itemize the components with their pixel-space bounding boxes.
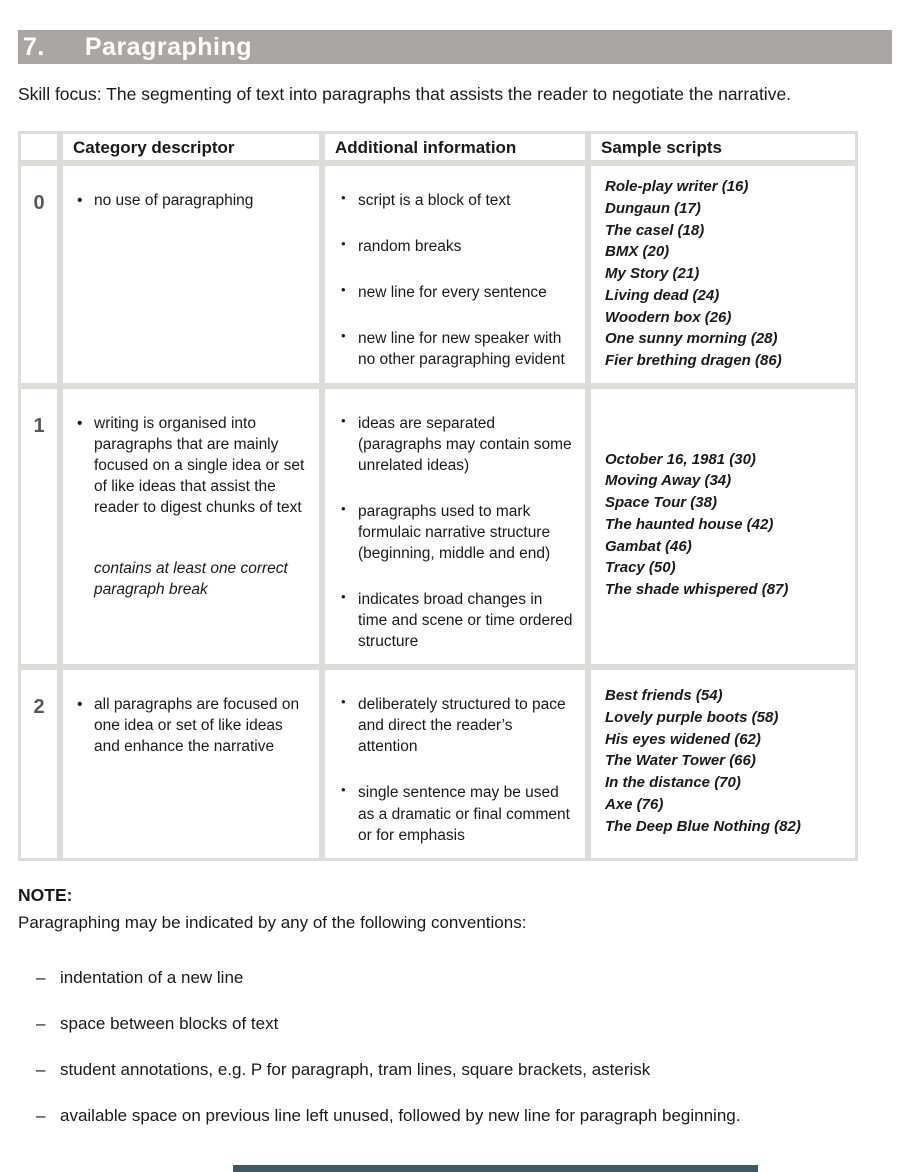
sample-scripts-cell-0 xyxy=(591,166,855,382)
note-item: – student annotations, e.g. P for paragraph, tram lines, square brackets, asterisk xyxy=(18,1059,892,1081)
sample-script-item: Living dead (24) xyxy=(605,286,720,304)
sample-script-item: Gambat (46) xyxy=(605,537,692,555)
sample-scripts-list xyxy=(605,176,845,372)
sample-script-item: Moving Away (34) xyxy=(605,472,732,490)
note-list xyxy=(18,967,892,1127)
footer-bar xyxy=(233,1165,758,1172)
category-descriptor-list xyxy=(77,190,307,211)
sample-script-item: Lovely purple boots (58) xyxy=(605,708,779,726)
score-value: 1 xyxy=(33,414,45,437)
column-header-sample-scripts: Sample scripts xyxy=(591,134,855,160)
note-section xyxy=(18,885,892,1128)
sample-script-item: Axe (76) xyxy=(605,795,664,813)
additional-bullet-item: • random breaks xyxy=(339,236,573,257)
sample-script-item: BMX (20) xyxy=(605,243,670,261)
additional-bullet-item: • single sentence may be used as a dramatic or final comment or for emphasis xyxy=(339,782,573,845)
sample-scripts-list xyxy=(605,449,845,601)
section-number: 7. xyxy=(23,32,45,61)
section-title-bar xyxy=(18,30,892,64)
additional-information-list xyxy=(339,190,573,370)
sample-script-item: In the distance (70) xyxy=(605,774,741,792)
category-bullet-item: • no use of paragraphing xyxy=(77,190,307,211)
sample-scripts-cell-2 xyxy=(591,670,855,857)
category-descriptor-cell-1 xyxy=(63,389,319,665)
note-item: – available space on previous line left unused, followed by new line for paragraph beginning. xyxy=(18,1105,892,1127)
score-cell-0 xyxy=(21,166,57,382)
category-descriptor-cell-2 xyxy=(63,670,319,857)
additional-bullet-item: • ideas are separated (paragraphs may contain some unrelated ideas) xyxy=(339,413,573,476)
additional-bullet-item: • new line for new speaker with no other paragraphing evident xyxy=(339,328,573,370)
corner-cell xyxy=(21,134,57,160)
sample-script-item: October 16, 1981 (30) xyxy=(605,450,756,468)
additional-bullet-item: • indicates broad changes in time and scene or time ordered structure xyxy=(339,589,573,652)
rubric-table xyxy=(18,131,858,861)
sample-script-item: The Deep Blue Nothing (82) xyxy=(605,817,801,835)
category-bullet-item: • all paragraphs are focused on one idea or set of like ideas and enhance the narrative xyxy=(77,694,307,757)
note-item: – space between blocks of text xyxy=(18,1013,892,1035)
sample-script-item: Space Tour (38) xyxy=(605,494,717,512)
score-cell-2 xyxy=(21,670,57,857)
sample-script-item: My Story (21) xyxy=(605,265,700,283)
sample-script-item: One sunny morning (28) xyxy=(605,330,778,348)
note-intro: Paragraphing may be indicated by any of the following conventions: xyxy=(18,912,527,932)
column-header-category-descriptor: Category descriptor xyxy=(63,134,319,160)
sample-script-item: Woodern box (26) xyxy=(605,308,732,326)
note-heading: NOTE: xyxy=(18,884,73,905)
additional-information-cell-1 xyxy=(325,389,585,665)
sample-script-item: The shade whispered (87) xyxy=(605,581,789,599)
additional-information-list xyxy=(339,694,573,845)
page-title: Paragraphing xyxy=(84,32,253,61)
sample-script-item: Best friends (54) xyxy=(605,687,723,705)
sample-script-item: Role-play writer (16) xyxy=(605,178,749,196)
sample-script-item: Fier brething dragen (86) xyxy=(605,352,782,370)
category-bullet-item: • writing is organised into paragraphs that are mainly focused on a single idea or set of like ideas that assist the reader to digest chunks of text xyxy=(77,413,307,518)
category-descriptor-cell-0 xyxy=(63,166,319,382)
additional-bullet-item: • deliberately structured to pace and direct the reader’s attention xyxy=(339,694,573,757)
score-value: 2 xyxy=(33,696,45,719)
additional-bullet-item: • script is a block of text xyxy=(339,190,573,211)
sample-script-item: His eyes widened (62) xyxy=(605,730,761,748)
skill-focus-text: Skill focus: The segmenting of text into paragraphs that assists the reader to negotiate the narrative. xyxy=(18,84,792,104)
sample-script-item: Dungaun (17) xyxy=(605,199,701,217)
additional-information-list xyxy=(339,413,573,653)
sample-script-item: The casel (18) xyxy=(605,221,705,239)
note-item: – indentation of a new line xyxy=(18,967,892,989)
sample-script-item: The Water Tower (66) xyxy=(605,752,756,770)
category-descriptor-list xyxy=(77,694,307,757)
column-header-additional-information: Additional information xyxy=(325,134,585,160)
sample-script-item: Tracy (50) xyxy=(605,559,676,577)
category-descriptor-list xyxy=(77,413,307,518)
additional-information-cell-2 xyxy=(325,670,585,857)
sample-scripts-cell-1 xyxy=(591,389,855,665)
additional-bullet-item: • paragraphs used to mark formulaic narrative structure (beginning, middle and end) xyxy=(339,501,573,564)
additional-information-cell-0 xyxy=(325,166,585,382)
sample-script-item: The haunted house (42) xyxy=(605,515,774,533)
score-value: 0 xyxy=(33,192,45,215)
score-cell-1 xyxy=(21,389,57,665)
additional-bullet-item: • new line for every sentence xyxy=(339,282,573,303)
sample-scripts-list xyxy=(605,685,845,837)
category-note: contains at least one correct paragraph break xyxy=(94,559,288,598)
